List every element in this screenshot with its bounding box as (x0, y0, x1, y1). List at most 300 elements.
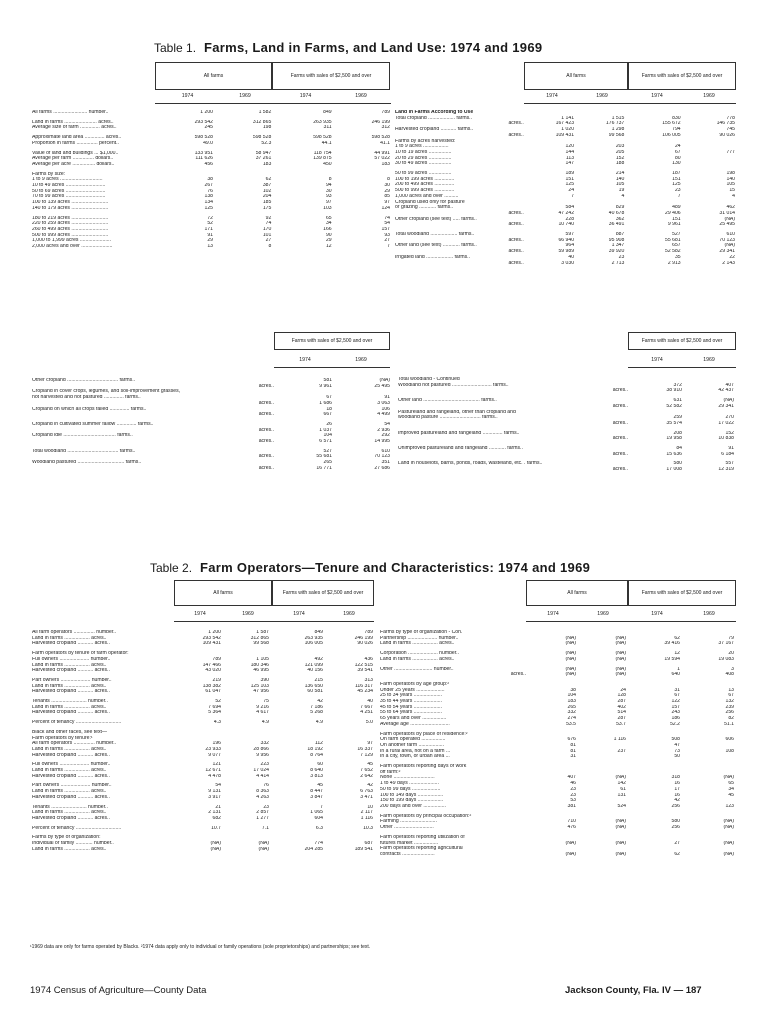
t1-lower-right-row-label: Improved pastureland and rangeland .............. farms.. (398, 430, 520, 436)
t1-right-cell: 52 582 (665, 249, 681, 255)
t2-right-cell: 20 (728, 651, 734, 657)
t1-right-row-label: 30 to 49 acres ................ (395, 161, 452, 167)
t2-left-cell: 687 (364, 841, 373, 847)
t2-left-cell: 312 865 (250, 635, 269, 641)
t1-right-cell: 2 713 (611, 260, 625, 266)
t2-right-cell: 42 (674, 798, 680, 804)
t2-left-cell: (NA) (210, 846, 221, 852)
t2-left-cell: 3 847 (310, 794, 323, 800)
t1-right-row-label: Cropland used only for pasture (395, 199, 465, 205)
table2-left-body (30, 630, 375, 853)
t2-right-row-label: contracts ....................... (380, 851, 435, 857)
t1-left-cell: 97 (325, 200, 332, 206)
t1-left-row-label: 100 to 139 acres .......................... (32, 200, 109, 206)
t1-left-cell: 263 935 (313, 119, 332, 125)
t2-left-cell: 125 103 (250, 683, 269, 689)
t1l-year-1969-a: 1969 (239, 93, 251, 99)
t2l-year-1969-a: 1969 (242, 611, 254, 617)
t2-left-cell: 7 186 (310, 704, 323, 710)
t2-left-cell: 121 (212, 762, 221, 768)
t2-right-cell: (NA) (565, 851, 576, 857)
t2-left-cell: 106 005 (304, 641, 323, 647)
t1-lower-left-row (30, 466, 392, 472)
t1-right-row (393, 261, 737, 267)
t2-left-cell: 246 199 (354, 635, 373, 641)
t1r-header-all-farms (524, 62, 628, 90)
t2-right-row-label: 200 days and over ................ (380, 803, 446, 809)
t2-left-cell: 263 935 (304, 635, 323, 641)
t2-left-cell: 180 346 (250, 662, 269, 668)
t1l-rule (155, 103, 391, 104)
t2-left-cell: 196 (212, 741, 221, 747)
t1-lower-right-cell: 84 (676, 446, 682, 452)
t2-left-cell: 23 (263, 804, 269, 810)
t1-right-cell: 794 (672, 127, 681, 133)
t1-left-cell: 93 (325, 194, 332, 200)
t2-left-cell: 10.3 (363, 825, 373, 831)
t2-right-row-label: Average age ............................ (380, 721, 450, 727)
t2-left-row-label: Harvested cropland ........... acres.. (32, 752, 110, 758)
t1-right-cell: 39 920 (608, 249, 625, 255)
t2-right-row-label: Partnership ..................... number.. (380, 635, 459, 641)
t1-left-cell: 34 (325, 221, 332, 227)
t1-lower-right-row-label: Other land ........................................ farms.. (398, 398, 497, 404)
t2-right-row-label: Farm operators reporting agricultural (380, 846, 463, 852)
t2-right-cell: 47 (674, 742, 680, 748)
t1-left-cell: 29 (325, 238, 332, 244)
t1-left-cell: 37 261 (255, 156, 272, 162)
t1-left-cell: 103 (323, 205, 332, 211)
t2-right-cell: 81 (570, 742, 576, 748)
t1-lower-right-cell: 10 838 (718, 436, 734, 442)
t1-lower-right-cell: 6 184 (721, 451, 734, 457)
t2-left-cell: 47 956 (253, 689, 269, 695)
t2-right-cell: 38 (570, 687, 576, 693)
t1-lower-left-cell: 91 (384, 395, 390, 401)
t1lr-year-1969: 1969 (703, 357, 715, 363)
t1-lower-left-row-label: Cropland idle ..................................... farms.. (32, 433, 133, 439)
t2-right-cell: 108 (725, 748, 734, 754)
t1-left-cell: 30 (325, 188, 332, 194)
t1ll-rule (274, 367, 390, 368)
t2-right-row-label: Farm operators by principal occupation:² (380, 813, 472, 819)
t1-lower-left-cell: 581 (323, 378, 332, 383)
t2-right-cell: 476 (567, 825, 576, 831)
t2-right-cell: (NA) (565, 666, 576, 672)
t1-right-cell: 2 143 (722, 260, 735, 266)
t2-right-cell: 186 (671, 716, 680, 722)
t2l-header-sales (272, 580, 374, 606)
t2-left-row-label: Farms by type of organization: (32, 835, 101, 841)
t1r-rule (524, 103, 736, 104)
t2-left-cell: 4 617 (256, 710, 269, 716)
t1-left-cell: 57 022 (374, 156, 390, 162)
t1-lower-right-row-label: acres.. (612, 388, 628, 394)
t1-right-cell: 829 (615, 205, 625, 211)
t2-left-cell: 789 (364, 630, 373, 635)
t2-right-cell: 606 (725, 737, 734, 743)
t1-left-cell: 175 (262, 205, 272, 211)
t1-right-cell: 23 (674, 188, 681, 194)
t2-left-cell: 121 099 (304, 662, 323, 668)
t2-left-row-label: Farm operators by tenure:¹ (32, 735, 93, 741)
table2-footnote: ¹1969 data are only for farms operated by Blacks. ²1974 data apply only to individual or family operations (sole proprietorships) and partnerships; see text. (30, 944, 371, 950)
t2-right-cell: (NA) (615, 641, 626, 647)
t2-right-cell: 27 (674, 840, 680, 846)
t1-left-row-label: Land in farms ....................... acres.. (32, 119, 114, 125)
t1-left-row-label: Proportion in farms ............... percent.. (32, 140, 119, 146)
t2-right-row-label: Corporation ..................... number.. (380, 651, 459, 657)
t1-left-row-label: Approximate land area .............. acres.. (32, 135, 122, 141)
t1-lower-right-cell: 557 (725, 461, 734, 467)
t1-left-row (30, 244, 392, 250)
t2-left-cell: 52 (215, 699, 221, 705)
t1-right-cell: 527 (672, 232, 681, 238)
t2-left-row-label: Land in farms .................. acres.. (32, 746, 107, 752)
t2-left-cell: 5 364 (208, 710, 221, 716)
t1-left-cell: 29 (207, 238, 213, 244)
t1-right-row-label: 1 to 9 acres .................. (395, 144, 449, 150)
t1-left-cell: 8 (328, 177, 332, 183)
t1-left-cell: 267 (204, 183, 213, 189)
t2-left-cell: 436 (364, 656, 373, 662)
t2-left-row-label: All farm operators ............... number.. (32, 630, 117, 635)
t1-right-cell: 59 989 (558, 249, 575, 255)
t2-right-cell: (NA) (615, 851, 626, 857)
t1-right-row-label: 100 to 199 acres .............. (395, 176, 455, 182)
t2-left-cell: 40 156 (307, 668, 323, 674)
t1-right-cell: 1 020 (561, 127, 575, 133)
t2-right-cell: 81 (570, 748, 576, 754)
t1-right-cell: 830 (672, 115, 681, 121)
t2-left-cell: 45 (317, 783, 323, 789)
t1-right-cell: 167 423 (555, 121, 575, 127)
t1-right-cell: 597 (565, 232, 575, 238)
t1-right-cell: 40 678 (608, 210, 625, 216)
t2-left-cell: 4 263 (256, 794, 269, 800)
t1-left-cell: 138 (204, 194, 213, 200)
t2-right-cell: 53 (570, 798, 576, 804)
t1-left-cell: 74 (265, 221, 272, 227)
t2-left-cell: 97 (367, 741, 373, 747)
t1-right-cell: 151 (672, 176, 681, 182)
t2-right-cell: (NA) (615, 635, 626, 641)
t2-left-cell: 223 (260, 762, 269, 768)
t2-right-cell: 16 (674, 781, 680, 787)
t2-right-cell: 53.7 (616, 721, 626, 727)
t1-left-row-label: Value of land and buildings ... $1,000.. (32, 150, 119, 156)
t1-left-cell: 387 (262, 183, 272, 189)
t2-right-cell: (NA) (565, 635, 576, 641)
t1-lower-left-row-label: Cropland in cultivated summer fallow .............. farms.. (32, 421, 154, 427)
t2-left-cell: 4.3 (213, 720, 221, 726)
t2-right-cell: 3 (731, 666, 734, 672)
t1-left-row-label: Farms by size: (32, 171, 66, 177)
t2-left-cell: 28 866 (253, 746, 269, 752)
t1-lower-right-row-label: Pastureland and rangeland, other than cropland and (398, 409, 516, 415)
t1-lower-left-row-label: acres.. (258, 400, 274, 406)
t2-right-cell: 514 (617, 710, 626, 716)
t2-left-cell: 189 541 (354, 846, 373, 852)
t1-left-cell: 54 (384, 221, 390, 227)
t1-left-cell: 124 (381, 205, 390, 211)
t2-right-cell: (NA) (723, 775, 734, 781)
t2-left-cell: 60 581 (307, 689, 323, 695)
t1-lower-right-cell: 152 (725, 430, 734, 436)
t2l-year-1974-b: 1974 (293, 611, 305, 617)
t1l-year-1969-b: 1969 (355, 93, 367, 99)
t2-left-row-label: Land in farms .................. acres.. (32, 789, 107, 795)
t1lr-rule (628, 367, 736, 368)
t2-left-cell: 21 (215, 804, 221, 810)
t1-right-row-label: Total cropland ................... farms.. (395, 115, 472, 121)
t2-left-cell: 90 026 (357, 641, 373, 647)
t2-right-cell: 67 (728, 693, 734, 699)
t2l-header-all-farms-text: All farms (213, 590, 233, 596)
t2-right-cell: 104 (567, 693, 576, 699)
t1-lower-right-row-label: Land in houselots, barns, ponds, roads, wasteland, etc. . farms.. (398, 461, 543, 467)
t2-left-cell: 9 077 (208, 752, 221, 758)
t1-right-cell: 47 242 (558, 210, 575, 216)
t1-lower-left-cell: 26 (326, 421, 332, 427)
t1ll-header-sales (274, 332, 390, 350)
t1-right-cell: 4 (732, 193, 735, 199)
t1-left-cell: 85 (384, 194, 390, 200)
t1-left-cell: 849 (323, 110, 332, 115)
t1-left-cell: 8 (387, 177, 390, 183)
t2l-header-sales-text: Farms with sales of $2,500 and over (282, 590, 364, 596)
t1r-header-sales-text: Farms with sales of $2,500 and over (641, 73, 723, 79)
t2-left-cell: 313 (364, 677, 373, 683)
t2-right-row-label: futures market ................. (380, 840, 439, 846)
t2-right-cell: 61 (620, 786, 626, 792)
t1-right-cell: 105 (615, 182, 625, 188)
t2l-rule (174, 621, 374, 622)
t1-right-cell: 144 (565, 149, 575, 155)
t2-left-cell: 147 466 (202, 662, 221, 668)
t1-right-cell: 151 (672, 216, 681, 222)
t1-right-row-label: acres.. (508, 132, 524, 138)
t2-left-cell: 215 (314, 677, 323, 683)
t2-right-row-label: acres.. (510, 672, 526, 678)
t1-left-cell: 102 (262, 188, 272, 194)
t1lr-header-sales (628, 332, 736, 350)
t1-right-cell: 964 (565, 243, 575, 249)
t1-lower-left-cell: 351 (381, 460, 390, 466)
t2-left-cell: (NA) (258, 841, 269, 847)
t2r-year-1974-b: 1974 (651, 611, 663, 617)
t2-right-row-label: None ............................. (380, 775, 435, 781)
t2-right-row-label: Land in farms .................. acres.. (380, 656, 455, 662)
t1-lower-right-row-label: Unimproved pastureland and rangeland ............ farms.. (398, 446, 523, 452)
t1l-year-1974-a: 1974 (181, 93, 194, 99)
t2-left-cell: 8 363 (256, 789, 269, 795)
t2-right-cell: 132 (725, 699, 734, 705)
t1-left-row-label: 10 to 49 acres ............................ (32, 183, 106, 189)
t2-right-cell: (NA) (565, 840, 576, 846)
t1-right-cell: 7 (677, 193, 681, 199)
t1-right-row-label: Farms by acres harvested: (395, 138, 456, 144)
t1lr-header-sales-text: Farms with sales of $2,500 and over (641, 338, 723, 344)
t1-lower-left-row-label: Cropland in cover crops, legumes, and soil-improvement grasses, (32, 389, 181, 395)
t2-right-cell: 407 (567, 775, 576, 781)
t1-left-cell: 52 (207, 221, 213, 227)
t1-left-cell: 185 (262, 200, 272, 206)
t2-right-cell: 580 (671, 819, 680, 825)
t1-right-cell: 462 (726, 205, 735, 211)
t2-left-cell: 60 (317, 762, 323, 768)
table1-label: Table 1. (154, 41, 197, 55)
t1-left-cell: 133 951 (194, 150, 213, 156)
t1-left-cell: 76 (207, 188, 213, 194)
t2-right-cell: (NA) (723, 825, 734, 831)
t2-right-cell: 237 (617, 748, 626, 754)
t2-left-row-label: Full owners ..................... number.. (32, 762, 111, 768)
table2-right-body (378, 630, 736, 858)
t2-left-cell: 293 542 (202, 635, 221, 641)
t2-right-cell: 381 (567, 803, 576, 809)
t2-left-cell: 2 117 (360, 810, 373, 816)
t1-right-cell: 140 (726, 176, 735, 182)
t2r-year-1969-b: 1969 (703, 611, 715, 617)
t1-left-cell: 118 754 (313, 150, 332, 156)
t2-left-row-label: Percent of tenancy ................................ (32, 720, 122, 726)
t2-left-cell: 7.1 (261, 825, 269, 831)
t2-right-cell: 73 (674, 748, 680, 754)
t1-left-row-label: 500 to 999 acres .......................... (32, 232, 109, 238)
t2-left-cell: 849 (314, 630, 323, 635)
t2-left-row-label: Percent of tenancy ................................ (32, 825, 122, 831)
t2-left-row-label: Harvested cropland ........... acres.. (32, 668, 110, 674)
t2-right-cell: 123 (725, 803, 734, 809)
t1-right-cell: 29 341 (719, 249, 735, 255)
t1-lower-left-row-label: acres.. (258, 439, 274, 445)
t2-left-row-label: Part owners ..................... number.. (32, 677, 112, 683)
t2-left-cell: 774 (314, 841, 323, 847)
t2-left-row-label: Individual or family ............ number.. (32, 841, 114, 847)
t2-right-cell: 51.1 (724, 721, 734, 727)
t1-right-cell: 10 740 (558, 222, 575, 228)
t1-lower-left-cell: 1 037 (319, 427, 332, 433)
t1-left-cell: 41.1 (380, 140, 390, 146)
t2-right-row-label: Other ............................ (380, 825, 434, 831)
t1-left-cell: 598 528 (313, 135, 332, 141)
t2-right-cell: 67 (674, 693, 680, 699)
t1-right-cell: 35 (674, 254, 681, 260)
t1-right-cell: 1 347 (611, 243, 625, 249)
t1-right-cell: 155 672 (662, 121, 681, 127)
t2-right-row-label: off farm:² (380, 769, 401, 775)
t1-right-cell: 214 (615, 171, 625, 177)
t1-left-cell: 166 (323, 226, 332, 232)
t2-right-row-label: Farm operators by age group:² (380, 681, 450, 687)
t1-lower-left-row-label: acres.. (258, 383, 274, 389)
table1-lower-right-body (396, 377, 736, 473)
t1-lower-left-cell: 70 123 (374, 454, 390, 460)
t2-left-cell: 7 652 (360, 768, 373, 774)
t2-right-row-label: 1 to 49 days ..................... (380, 781, 439, 787)
t1-left-cell: 125 (204, 205, 213, 211)
t1-left-cell: 29 (384, 188, 390, 194)
t2-left-cell: 1 587 (256, 630, 269, 635)
t1-lower-right-cell: 407 (725, 382, 734, 388)
t2-right-cell: (NA) (615, 656, 626, 662)
t1-left-cell: 93 (384, 232, 390, 238)
t2-right-cell: 122 (671, 699, 680, 705)
t2-left-cell: 9 131 (208, 789, 221, 795)
t2-left-cell: 17 024 (253, 768, 269, 774)
t1-left-cell: 44 991 (374, 150, 390, 156)
t1-right-row-label: Land in Farms According to Use (395, 110, 474, 115)
t2-left-cell: 7 667 (360, 704, 373, 710)
t2-right-cell: 53.5 (566, 721, 576, 727)
t2-left-cell: 109 431 (202, 641, 221, 647)
t1-lower-left-cell: 104 (323, 433, 332, 439)
t2-right-row-label: Farming .......................... (380, 819, 437, 825)
t1-left-cell: 198 (262, 125, 272, 131)
t1-lower-right-cell: 38 910 (666, 388, 682, 394)
t1-right-row-label: 200 to 499 acres .............. (395, 182, 455, 188)
t1-left-cell: 52.3 (261, 140, 272, 146)
t2-left-cell: 42 (317, 699, 323, 705)
t2-right-cell: 50 (674, 754, 680, 760)
t2-right-row-label: In a rural area, not on a farm ... (380, 748, 451, 754)
t2-left-cell: 45 (367, 762, 373, 768)
t2-left-row-label: Farm operators by tenure of farm operator: (32, 651, 129, 657)
t2-right-cell: 157 (671, 704, 680, 710)
t1-lower-left-cell: 667 (323, 412, 332, 418)
t2-left-cell: 12 671 (205, 768, 221, 774)
t1-right-cell: (NA) (724, 216, 735, 222)
t1-left-cell: 44.1 (321, 140, 332, 146)
t1-left-cell: 183 (381, 161, 390, 167)
t2r-header-sales (628, 580, 736, 606)
t1-left-cell: 8 (268, 244, 272, 250)
t2-left-cell: 4 478 (208, 773, 221, 779)
t1-right-cell: 1 141 (561, 115, 575, 121)
t2-right-cell: 82 (728, 716, 734, 722)
t2-right-cell: 62 (674, 851, 680, 857)
t2-left-cell: (NA) (210, 841, 221, 847)
t1-left-cell: 171 (204, 226, 213, 232)
t1-right-cell: 24 (568, 188, 575, 194)
t1-lower-right-row-label: Woodland not pastured ............................ farms.. (398, 382, 509, 388)
t1-lower-right-cell: 259 (673, 415, 682, 421)
table2-title: Farm Operators—Tenure and Characteristics: 1974 and 1969 (200, 560, 591, 575)
t1-left-cell: 311 (323, 125, 332, 131)
t2l-header-all-farms (174, 580, 272, 606)
t1-right-row-label: acres.. (508, 222, 524, 228)
t2-right-cell: 65 (728, 781, 734, 787)
t1-right-cell: 109 431 (555, 132, 575, 138)
t2-right-row-label: 65 years and over ................. (380, 716, 447, 722)
t1-left-cell: 312 (381, 125, 390, 131)
t1-left-cell: 97 (384, 200, 390, 206)
t1-lower-left-cell: 27 686 (374, 465, 390, 471)
t2-right-cell: 46 (570, 781, 576, 787)
t1l-year-1974-b: 1974 (299, 93, 312, 99)
t2r-year-1974-a: 1974 (547, 611, 559, 617)
t1-lower-right-cell: 12 319 (718, 467, 734, 473)
t1l-header-all-farms-text: All farms (203, 73, 224, 79)
t1-lower-left-row-label: Woodland pastured ................................. farms.. (32, 460, 142, 466)
t2-left-cell: 1 200 (208, 630, 221, 635)
t2-right-cell: 12 (674, 651, 680, 657)
t2-left-row-label: Harvested cropland ........... acres.. (32, 815, 110, 821)
t2-left-row-label: Land in farms .................. acres.. (32, 846, 107, 852)
t1-left-cell: 111 626 (195, 156, 213, 162)
t1-left-row-label: 220 to 259 acres .......................... (32, 221, 109, 227)
